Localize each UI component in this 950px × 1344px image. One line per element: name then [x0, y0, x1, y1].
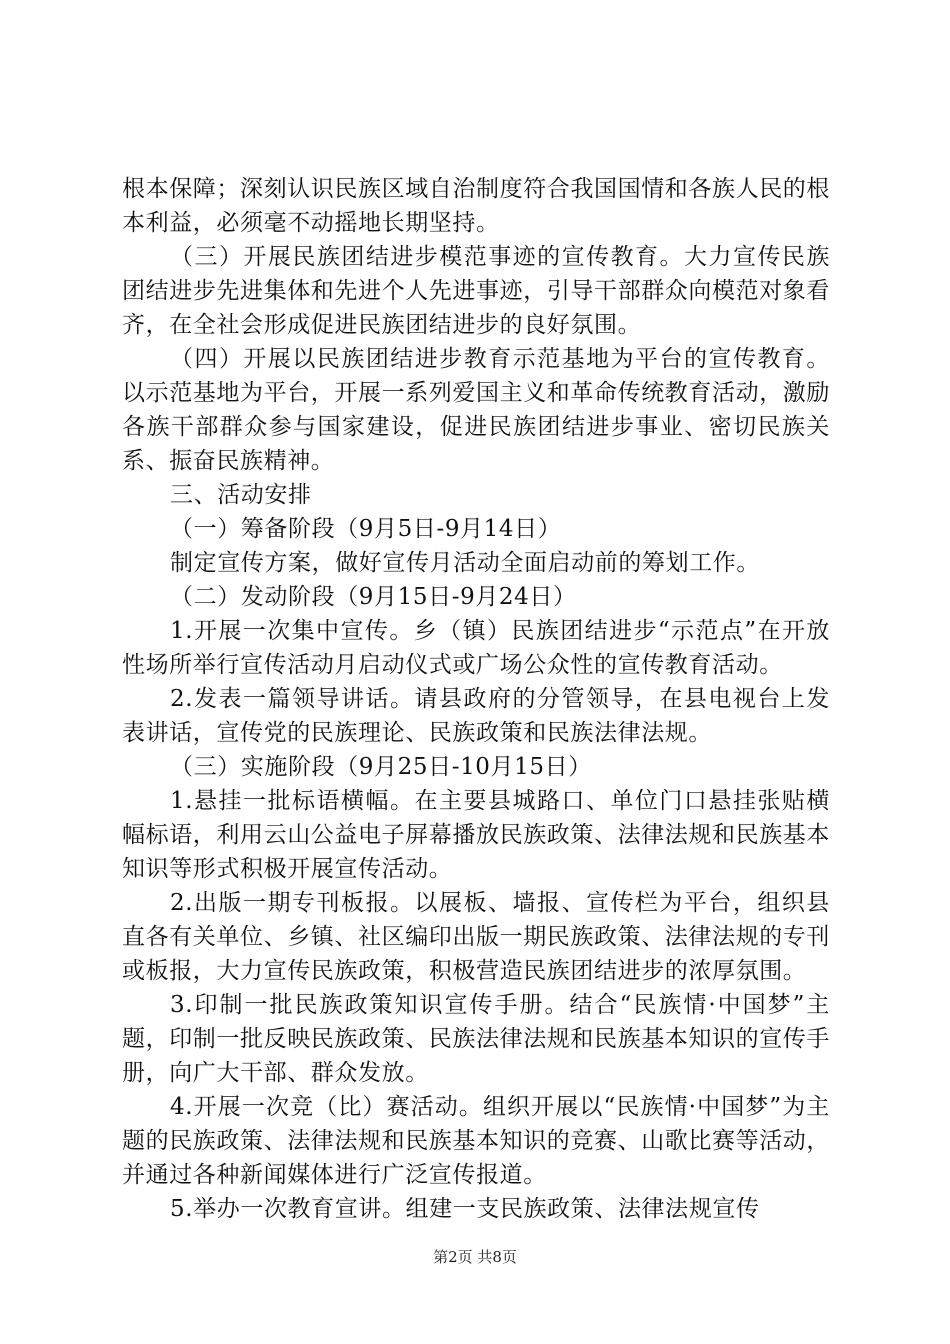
paragraph-11: 1.悬挂一批标语横幅。在主要县城路口、单位门口悬挂张贴横幅标语，利用云山公益电子屏幕播放民族政策、法律法规和民族基本知识等形式积极开展宣传活动。 — [122, 788, 830, 882]
section-heading-activity-arrangement: 三、活动安排 — [170, 482, 312, 508]
stage-heading-mobilization: （二）发动阶段（9月15日-9月24日） — [170, 584, 577, 610]
paragraph-9: 2.发表一篇领导讲话。请县政府的分管领导，在县电视台上发表讲话，宣传党的民族理论、民族政策和民族法律法规。 — [122, 686, 830, 746]
page-number-footer: 第2页 共8页 — [433, 1248, 517, 1266]
stage-heading-preparation: （一）筹备阶段（9月5日-9月14日） — [170, 516, 562, 542]
paragraph-12: 2.出版一期专刊板报。以展板、墙报、宣传栏为平台，组织县直各有关单位、乡镇、社区编印出版一期民族政策、法律法规的专刊或板报，大力宣传民族政策，积极营造民族团结进步的浓厚氛围。 — [122, 890, 830, 984]
document-body — [122, 172, 830, 1226]
paragraph-13: 3.印制一批民族政策知识宣传手册。结合“民族情·中国梦”主题，印制一批反映民族政策、民族法律法规和民族基本知识的宣传手册，向广大干部、群众发放。 — [122, 992, 830, 1086]
paragraph-14: 4.开展一次竞（比）赛活动。组织开展以“民族情·中国梦”为主题的民族政策、法律法规和民族基本知识的竞赛、山歌比赛等活动，并通过各种新闻媒体进行广泛宣传报道。 — [122, 1094, 830, 1188]
paragraph-2: （三）开展民族团结进步模范事迹的宣传教育。大力宣传民族团结进步先进集体和先进个人先进事迹，引导干部群众向模范对象看齐，在全社会形成促进民族团结进步的良好氛围。 — [122, 244, 830, 338]
stage-heading-implementation: （三）实施阶段（9月25日-10月15日） — [170, 754, 592, 780]
paragraph-8: 1.开展一次集中宣传。乡（镇）民族团结进步“示范点”在开放性场所举行宣传活动月启动仪式或广场公众性的宣传教育活动。 — [122, 618, 830, 678]
paragraph-15: 5.举办一次教育宣讲。组建一支民族政策、法律法规宣传 — [170, 1196, 760, 1222]
paragraph-6: 制定宣传方案，做好宣传月活动全面启动前的筹划工作。 — [170, 550, 760, 576]
paragraph-3: （四）开展以民族团结进步教育示范基地为平台的宣传教育。以示范基地为平台，开展一系列爱国主义和革命传统教育活动，激励各族干部群众参与国家建设，促进民族团结进步事业、密切民族关系、振奋民族精神。 — [122, 346, 830, 474]
paragraph-1: 根本保障；深刻认识民族区域自治制度符合我国国情和各族人民的根本利益，必须毫不动摇地长期坚持。 — [122, 176, 830, 236]
